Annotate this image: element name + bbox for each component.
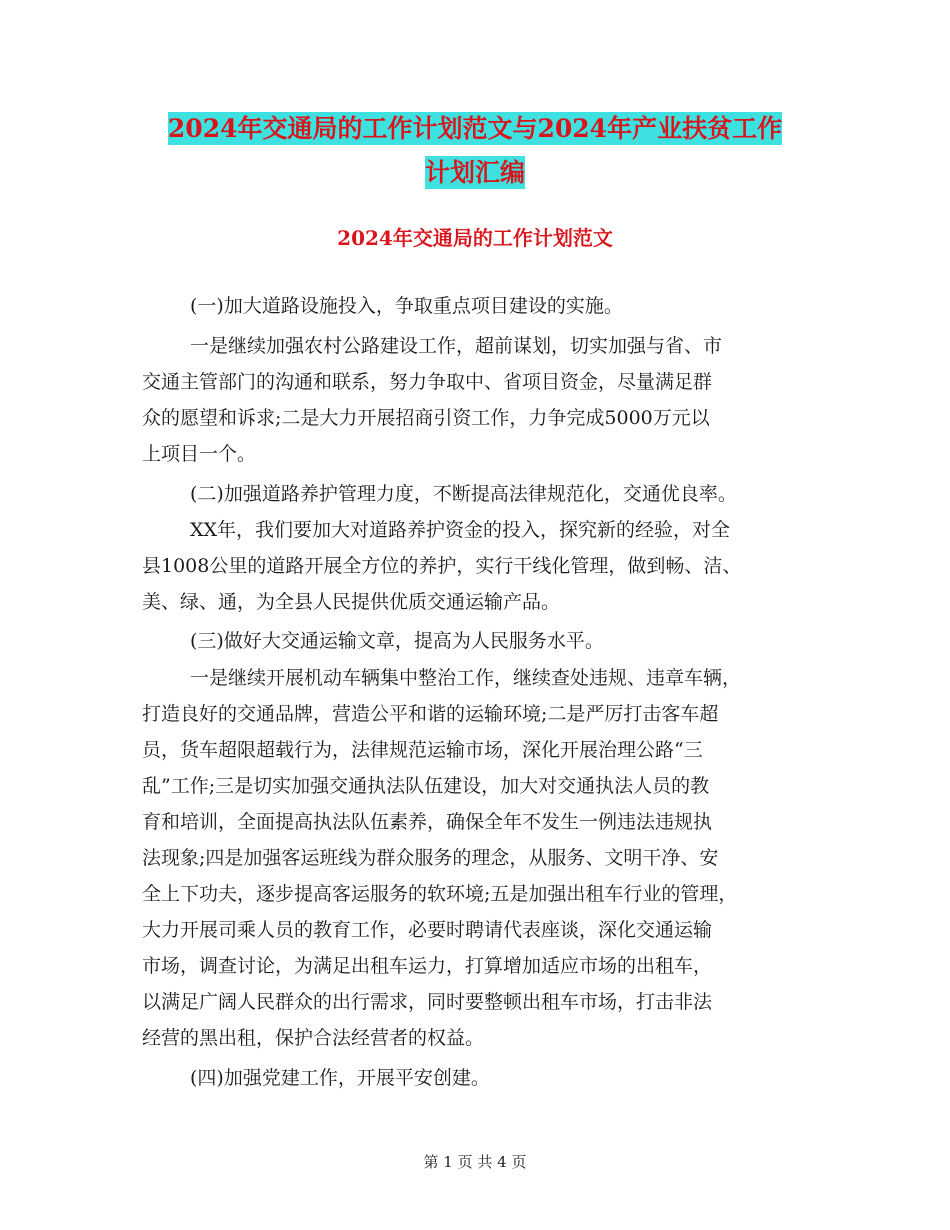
paragraph-line: 员，货车超限超载行为，法律规范运输市场，深化开展治理公路“三	[142, 739, 703, 761]
paragraph-line: 美、绿、通，为全县人民提供优质交通运输产品。	[142, 591, 561, 613]
paragraph-line: 乱”工作;三是切实加强交通执法队伍建设，加大对交通执法人员的教	[142, 775, 710, 797]
paragraph-line: 以满足广阔人民群众的出行需求，同时要整顿出租车市场，打击非法	[142, 991, 713, 1013]
document-title-line-2	[0, 152, 950, 194]
title-highlight-2: 计划汇编	[424, 158, 525, 187]
heading-four: (四)加强党建工作，开展平安创建。	[190, 1067, 490, 1089]
section-title: 2024年交通局的工作计划范文	[337, 226, 613, 250]
paragraph-line: 县1008公里的道路开展全方位的养护，实行干线化管理，做到畅、洁、	[142, 555, 742, 577]
paragraph-line: 全上下功夫，逐步提高客运服务的软环境;五是加强出租车行业的管理，	[142, 883, 738, 905]
heading-three: (三)做好大交通运输文章，提高为人民服务水平。	[190, 630, 604, 652]
paragraph-line: 打造良好的交通品牌，营造公平和谐的运输环境;二是严厉打击客车超	[142, 703, 719, 725]
paragraph-line: 一是继续开展机动车辆集中整治工作，继续查处违规、违章车辆，	[190, 667, 742, 689]
paragraph-line: 法现象;四是加强客运班线为群众服务的理念，从服务、文明干净、安	[142, 847, 719, 869]
paragraph-line: 上项目一个。	[142, 443, 257, 465]
paragraph-line: 众的愿望和诉求;二是大力开展招商引资工作，力争完成5000万元以	[142, 407, 710, 429]
paragraph-line: 一是继续加强农村公路建设工作，超前谋划，切实加强与省、市	[190, 335, 723, 357]
page-footer: 第 1 页 共 4 页	[423, 1153, 527, 1171]
paragraph-line: 市场，调查讨论，为满足出租车运力，打算增加适应市场的出租车，	[142, 955, 713, 977]
paragraph-line: 育和培训，全面提高执法队伍素养，确保全年不发生一例违法违规执	[142, 811, 713, 833]
paragraph-line: 大力开展司乘人员的教育工作，必要时聘请代表座谈，深化交通运输	[142, 919, 713, 941]
document-title-line-1	[0, 108, 950, 150]
paragraph-line: 经营的黑出租，保护合法经营者的权益。	[142, 1027, 485, 1049]
paragraph-line: 交通主管部门的沟通和联系，努力争取中、省项目资金，尽量满足群	[142, 371, 713, 393]
title-highlight-1: 2024年交通局的工作计划范文与2024年产业扶贫工作	[167, 114, 783, 143]
heading-one: (一)加大道路设施投入，争取重点项目建设的实施。	[190, 295, 623, 317]
paragraph-line: XX年，我们要加大对道路养护资金的投入，探究新的经验，对全	[190, 519, 731, 541]
heading-two: (二)加强道路养护管理力度，不断提高法律规范化，交通优良率。	[190, 483, 737, 505]
